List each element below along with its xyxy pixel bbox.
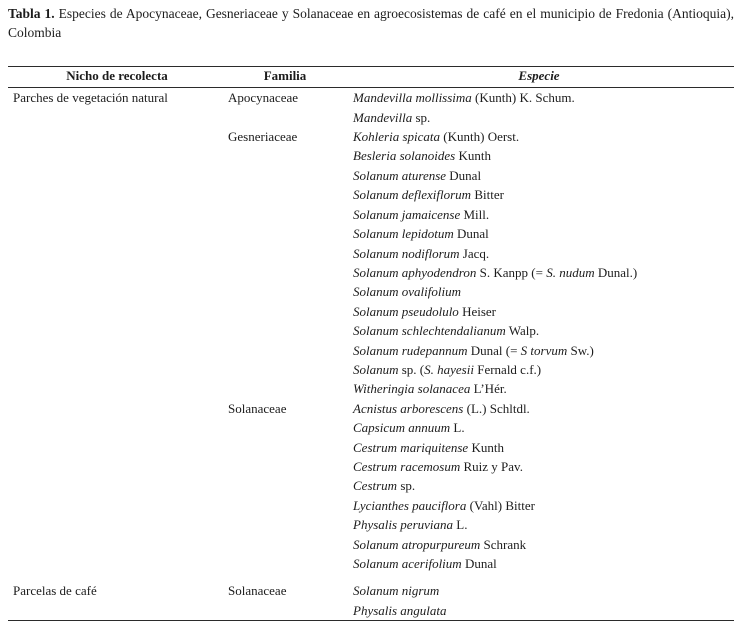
niche-cell	[8, 185, 226, 204]
species-name-italic: Solanum nigrum	[353, 583, 440, 599]
species-cell	[344, 601, 734, 621]
species-cell	[344, 127, 734, 146]
species-author-text: L’Hér.	[470, 381, 507, 397]
niche-cell	[8, 205, 226, 224]
table-row	[8, 185, 734, 204]
family-cell	[226, 496, 344, 515]
species-cell	[344, 360, 734, 379]
header-row	[8, 67, 734, 88]
family-cell	[226, 185, 344, 204]
species-name-italic: Solanum aphyodendron	[353, 264, 477, 280]
species-cell	[344, 166, 734, 185]
species-cell	[344, 496, 734, 515]
table-row	[8, 379, 734, 398]
species-cell	[344, 244, 734, 263]
family-cell	[226, 438, 344, 457]
family-cell	[226, 302, 344, 321]
niche-cell: Parcelas de café	[13, 583, 97, 599]
table-row	[8, 146, 734, 165]
species-author-text: Dunal.)	[594, 264, 638, 280]
species-cell	[344, 282, 734, 301]
species-cell	[344, 515, 734, 534]
niche-cell	[8, 554, 226, 573]
niche-cell	[8, 418, 226, 437]
species-author-text: sp.	[397, 478, 416, 494]
table-row	[8, 244, 734, 263]
species-author-text: S. Kanpp (=	[476, 264, 547, 280]
caption-text: Especies de Apocynaceae, Gesneriaceae y Solanaceae en agroecosistemas de café en el municipio de Fredonia (Antioquia), Colombia	[8, 6, 735, 40]
niche-cell	[8, 244, 226, 263]
species-cell	[344, 554, 734, 573]
family-cell	[226, 360, 344, 379]
table-row	[8, 127, 734, 146]
species-cell	[344, 302, 734, 321]
family-cell	[226, 554, 344, 573]
species-cell	[344, 399, 734, 418]
species-cell	[344, 535, 734, 554]
species-author-text: Dunal (=	[467, 342, 521, 358]
table-caption	[8, 5, 734, 42]
species-cell	[344, 379, 734, 398]
species-author-text: (Vahl) Bitter	[466, 497, 535, 513]
family-cell	[226, 418, 344, 437]
family-cell	[226, 535, 344, 554]
species-cell	[344, 438, 734, 457]
niche-cell	[8, 535, 226, 554]
species-cell	[344, 88, 734, 108]
family-cell	[226, 476, 344, 495]
niche-cell	[8, 379, 226, 398]
family-cell	[226, 244, 344, 263]
table-row	[8, 166, 734, 185]
species-table	[8, 66, 734, 621]
species-cell	[344, 573, 734, 600]
header-family: Familia	[226, 67, 344, 88]
species-name-italic: Physalis peruviana	[353, 517, 454, 533]
species-name-italic: Solanum	[353, 361, 399, 377]
family-cell	[226, 515, 344, 534]
species-author-text: Bitter	[471, 187, 504, 203]
niche-cell	[8, 166, 226, 185]
family-cell: Apocynaceae	[228, 90, 299, 106]
species-author-text: Mill.	[460, 206, 490, 222]
species-name-italic: Solanum aturense	[353, 167, 447, 183]
table-body	[8, 88, 734, 621]
species-name-italic: Solanum jamaicense	[353, 206, 461, 222]
species-name-italic: Acnistus arborescens	[353, 400, 464, 416]
table-row	[8, 535, 734, 554]
species-cell	[344, 418, 734, 437]
species-name-italic: Besleria solanoides	[353, 148, 456, 164]
table-row	[8, 302, 734, 321]
family-cell: Gesneriaceae	[228, 129, 298, 145]
species-cell	[344, 321, 734, 340]
species-author-text: Heiser	[458, 303, 496, 319]
niche-cell	[8, 360, 226, 379]
species-name-italic: S torvum	[520, 342, 568, 358]
species-author-text: Ruiz y Pav.	[460, 458, 523, 474]
table-row	[8, 399, 734, 418]
species-cell	[344, 457, 734, 476]
niche-cell	[8, 496, 226, 515]
family-cell	[226, 108, 344, 127]
family-cell	[226, 321, 344, 340]
table-row	[8, 573, 734, 600]
species-author-text: Jacq.	[459, 245, 490, 261]
header-niche: Nicho de recolecta	[8, 67, 226, 88]
species-cell	[344, 341, 734, 360]
species-author-text: Sw.)	[567, 342, 594, 358]
species-name-italic: Mandevilla	[353, 109, 413, 125]
family-cell	[226, 601, 344, 621]
table-row	[8, 263, 734, 282]
table-row	[8, 108, 734, 127]
species-author-text: Fernald c.f.)	[473, 361, 542, 377]
niche-cell	[8, 476, 226, 495]
species-cell	[344, 476, 734, 495]
table-row	[8, 601, 734, 621]
niche-cell	[8, 341, 226, 360]
species-name-italic: Solanum schlechtendalianum	[353, 323, 506, 339]
family-cell	[226, 457, 344, 476]
species-author-text: sp. (	[398, 361, 425, 377]
table-row	[8, 360, 734, 379]
family-cell: Solanaceae	[228, 583, 287, 599]
species-cell	[344, 146, 734, 165]
family-cell: Solanaceae	[228, 400, 287, 416]
species-name-italic: Capsicum annuum	[353, 420, 451, 436]
species-author-text: Kunth	[455, 148, 491, 164]
species-author-text: (L.) Schltdl.	[463, 400, 530, 416]
table-row	[8, 476, 734, 495]
family-cell	[226, 341, 344, 360]
species-author-text: L.	[453, 517, 468, 533]
niche-cell	[8, 108, 226, 127]
species-author-text: Dunal	[446, 167, 482, 183]
family-cell	[226, 224, 344, 243]
species-name-italic: Solanum deflexiflorum	[353, 187, 472, 203]
species-name-italic: Solanum acerifolium	[353, 556, 462, 571]
species-author-text: Dunal	[461, 556, 497, 571]
species-cell	[344, 205, 734, 224]
table-row	[8, 88, 734, 108]
species-author-text: Kunth	[468, 439, 504, 455]
niche-cell	[8, 321, 226, 340]
table-row	[8, 205, 734, 224]
species-name-italic: Solanum nodiflorum	[353, 245, 460, 261]
species-name-italic: S. hayesii	[424, 361, 474, 377]
family-cell	[226, 166, 344, 185]
family-cell	[226, 146, 344, 165]
header-species: Especie	[344, 67, 734, 88]
table-row	[8, 321, 734, 340]
species-name-italic: Kohleria spicata	[353, 129, 441, 145]
table-row	[8, 515, 734, 534]
niche-cell	[8, 224, 226, 243]
species-cell	[344, 224, 734, 243]
species-cell	[344, 108, 734, 127]
family-cell	[226, 263, 344, 282]
table-row	[8, 224, 734, 243]
species-author-text: (Kunth) K. Schum.	[471, 90, 575, 106]
niche-cell: Parches de vegetación natural	[13, 90, 168, 106]
table-row	[8, 282, 734, 301]
species-author-text: (Kunth) Oerst.	[440, 129, 520, 145]
family-cell	[226, 379, 344, 398]
species-author-text: Dunal	[453, 226, 489, 242]
niche-cell	[8, 601, 226, 621]
table-row	[8, 554, 734, 573]
table-row	[8, 341, 734, 360]
species-name-italic: Physalis angulata	[353, 602, 447, 618]
species-name-italic: Cestrum	[353, 478, 398, 494]
table-row	[8, 438, 734, 457]
species-name-italic: Cestrum racemosum	[353, 458, 461, 474]
niche-cell	[8, 263, 226, 282]
species-name-italic: Witheringia solanacea	[353, 381, 471, 397]
table-row	[8, 418, 734, 437]
species-author-text: L.	[450, 420, 465, 436]
species-name-italic: Mandevilla mollissima	[353, 90, 472, 106]
species-name-italic: Solanum rudepannum	[353, 342, 468, 358]
table-row	[8, 457, 734, 476]
species-name-italic: Solanum atropurpureum	[353, 536, 481, 552]
niche-cell	[8, 282, 226, 301]
niche-cell	[8, 515, 226, 534]
niche-cell	[8, 127, 226, 146]
species-author-text: Schrank	[480, 536, 527, 552]
niche-cell	[8, 457, 226, 476]
niche-cell	[8, 146, 226, 165]
species-name-italic: Cestrum mariquitense	[353, 439, 469, 455]
species-author-text: sp.	[412, 109, 431, 125]
species-cell	[344, 185, 734, 204]
family-cell	[226, 205, 344, 224]
table-row	[8, 496, 734, 515]
family-cell	[226, 282, 344, 301]
species-author-text: Walp.	[505, 323, 540, 339]
species-name-italic: Solanum pseudolulo	[353, 303, 459, 319]
niche-cell	[8, 438, 226, 457]
species-cell	[344, 263, 734, 282]
niche-cell	[8, 302, 226, 321]
species-name-italic: S. nudum	[546, 264, 595, 280]
species-name-italic: Lycianthes pauciflora	[353, 497, 467, 513]
caption-label: Tabla 1.	[8, 6, 55, 21]
niche-cell	[8, 399, 226, 418]
species-name-italic: Solanum ovalifolium	[353, 284, 461, 300]
species-name-italic: Solanum lepidotum	[353, 226, 454, 242]
